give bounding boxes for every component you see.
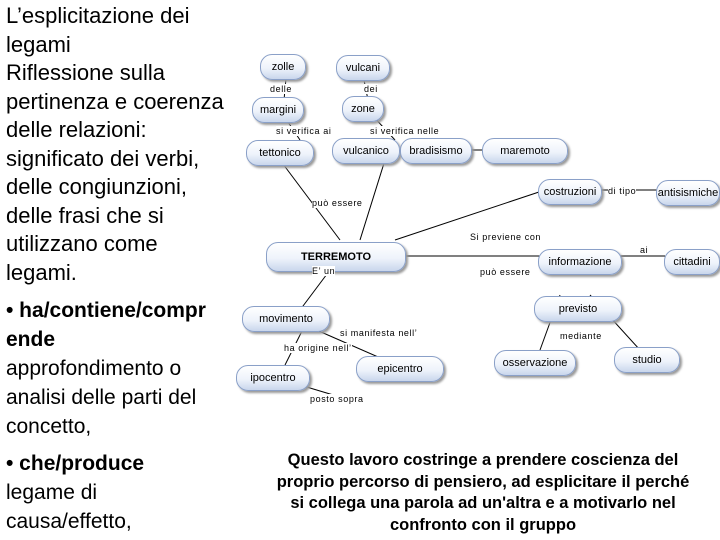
node-zolle[interactable]: zolle xyxy=(260,54,306,80)
node-cittadini[interactable]: cittadini xyxy=(664,249,720,275)
link-label-si-manifesta: si manifesta nell’ xyxy=(340,328,418,338)
body-line-5: delle congiunzioni, xyxy=(6,174,188,199)
title-line-2: legami xyxy=(6,31,71,57)
node-tettonico[interactable]: tettonico xyxy=(246,140,314,166)
link-label-e-un: E’ un xyxy=(312,266,336,276)
note-line-2: proprio percorso di pensiero, ad esplicitare il perché xyxy=(276,472,690,491)
bullet1-line-2: ende xyxy=(6,328,56,351)
reflection-note xyxy=(258,450,708,536)
link-label-posto-sopra: posto sopra xyxy=(310,394,364,404)
node-informazione[interactable]: informazione xyxy=(538,249,622,275)
node-antisismiche[interactable]: antisismiche xyxy=(656,180,720,206)
node-vulcani[interactable]: vulcani xyxy=(336,55,390,81)
body-line-8: legami. xyxy=(6,259,77,285)
node-ipocentro[interactable]: ipocentro xyxy=(236,365,310,391)
note-line-1: Questo lavoro costringe a prendere coscienza del xyxy=(287,451,679,469)
note-line-3: si collega una parola ad un'altra e a motivarlo nel xyxy=(290,494,676,512)
bullet1-line-5: concetto, xyxy=(6,415,92,438)
body-line-4: significato dei verbi, xyxy=(6,145,200,171)
bullet1-line-1: • ha/contiene/compr xyxy=(6,299,206,322)
connector-vulcanico-terremoto xyxy=(360,160,385,240)
connector-terremoto-movimento xyxy=(300,270,330,310)
body-line-1: Riflessione sulla xyxy=(6,60,165,85)
node-studio[interactable]: studio xyxy=(614,347,680,373)
bullet2-line-1: • che/produce xyxy=(6,452,145,475)
link-label-puo-essere-1: può essere xyxy=(312,198,363,208)
link-label-si-verifica-nelle: si verifica nelle xyxy=(370,126,440,136)
bullet2-line-3: causa/effetto, xyxy=(6,510,132,533)
node-terremoto[interactable]: TERREMOTO xyxy=(266,242,406,272)
link-label-di-tipo: di tipo xyxy=(608,186,637,196)
node-zone[interactable]: zone xyxy=(342,96,384,122)
body-line-2: pertinenza e coerenza xyxy=(6,88,224,114)
node-previsto[interactable]: previsto xyxy=(534,296,622,322)
link-label-mediante: mediante xyxy=(560,331,602,341)
title-line-1: L’esplicitazione dei xyxy=(6,3,190,28)
link-label-delle: delle xyxy=(270,84,293,94)
node-epicentro[interactable]: epicentro xyxy=(356,356,444,382)
bullet1-line-3: approfondimento o xyxy=(6,357,182,380)
body-line-7: utilizzano come xyxy=(6,231,158,256)
bullet2-line-2: legame di xyxy=(6,481,98,504)
node-costruzioni[interactable]: costruzioni xyxy=(538,179,602,205)
link-label-ha-origine: ha origine nell’ xyxy=(284,343,352,353)
link-label-si-verifica-ai: si verifica ai xyxy=(276,126,332,136)
link-label-ai: ai xyxy=(640,245,649,255)
node-osservazione[interactable]: osservazione xyxy=(494,350,576,376)
node-movimento[interactable]: movimento xyxy=(242,306,330,332)
node-bradisismo[interactable]: bradisismo xyxy=(400,138,472,164)
bullet1-line-4: analisi delle parti del xyxy=(6,386,197,409)
body-line-6: delle frasi che si xyxy=(6,202,164,228)
note-line-4: confronto con il gruppo xyxy=(389,515,577,534)
body-line-3: delle relazioni: xyxy=(6,117,147,142)
link-label-si-previene-con: Si previene con xyxy=(470,232,542,242)
node-vulcanico[interactable]: vulcanico xyxy=(332,138,400,164)
node-maremoto[interactable]: maremoto xyxy=(482,138,568,164)
node-margini[interactable]: margini xyxy=(252,97,304,123)
link-label-dei: dei xyxy=(364,84,378,94)
link-label-puo-essere-2: può essere xyxy=(480,267,531,277)
